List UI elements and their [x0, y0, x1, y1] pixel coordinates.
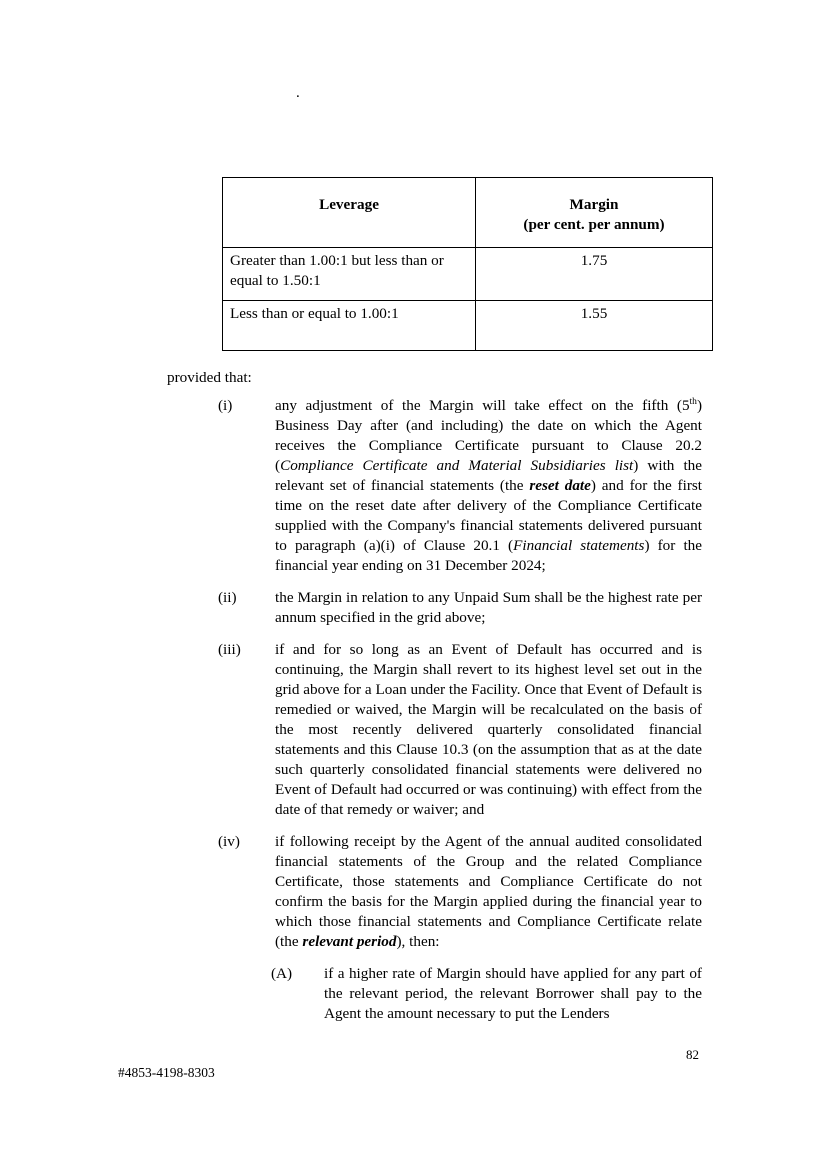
margin-header-unit-label: (per cent. per annum) — [523, 216, 665, 233]
item-text: the Margin in relation to any Unpaid Sum shall be the highest rate per annum specified in the grid above; — [275, 589, 702, 626]
item-marker: (iii) — [218, 641, 241, 658]
document-id-footer: #4853-4198-8303 — [118, 1065, 215, 1080]
table-row — [223, 301, 713, 351]
table-header-row — [223, 178, 713, 248]
page-number: 82 — [686, 1047, 699, 1062]
leverage-cell: Less than or equal to 1.00:1 — [223, 301, 476, 351]
leverage-header-label: Leverage — [319, 196, 379, 213]
margin-header-label: Margin — [569, 196, 619, 213]
stray-period-mark: . — [296, 85, 300, 101]
list-item-iii — [218, 640, 702, 820]
item-marker: (iv) — [218, 833, 240, 850]
margin-cell: 1.55 — [476, 301, 713, 351]
item-marker: (i) — [218, 397, 233, 414]
list-item-i — [218, 396, 702, 576]
margin-column-header — [476, 178, 713, 248]
leverage-column-header — [223, 178, 476, 248]
item-marker: (ii) — [218, 589, 237, 606]
sub-item-A — [271, 964, 702, 1024]
leverage-cell: Greater than 1.00:1 but less than or equal to 1.50:1 — [223, 248, 476, 301]
provided-that-text: provided that: — [167, 369, 252, 386]
margin-grid-table — [222, 177, 713, 351]
item-text: any adjustment of the Margin will take effect on the fifth (5th) Business Day after (and including) the date on which the Agent receives the Compliance Certificate pursuant to Clause 20.2 (Compliance Certificate and Material Subsidiaries list) with the relevant set of financial statements (the reset date) and for the first time on the reset date after delivery of the Compliance Certificate supplied with the Company's financial statements delivered pursuant to paragraph (a)(i) of Clause 20.1 (Financial statements) for the financial year ending on 31 December 2024; — [275, 396, 703, 574]
list-item-iv — [218, 832, 702, 952]
sub-item-text: if a higher rate of Margin should have applied for any part of the relevant period, the relevant Borrower shall pay to the Agent the amount necessary to put the Lenders — [324, 965, 702, 1022]
sub-item-marker: (A) — [271, 965, 293, 982]
item-text: if and for so long as an Event of Default has occurred and is continuing, the Margin shall revert to its highest level set out in the grid above for a Loan under the Facility. Once that Event of Default is remedied or waived, the Margin will be recalculated on the basis of the most recently delivered quarterly consolidated financial statements and this Clause 10.3 (on the assumption that as at the date such quarterly consolidated financial statements were delivered no Event of Default had occurred or was continuing) with effect from the date of that remedy or waiver; and — [275, 641, 702, 818]
table-row — [223, 248, 713, 301]
list-item-ii — [218, 588, 702, 628]
provisions-list — [218, 396, 702, 1036]
margin-cell: 1.75 — [476, 248, 713, 301]
item-text: if following receipt by the Agent of the annual audited consolidated financial statements of the Group and the related Compliance Certificate, those statements and Compliance Certificate do not confirm the basis for the Margin applied during the financial year to which those financial statements and Compliance Certificate relate (the relevant period), then: — [275, 833, 702, 950]
